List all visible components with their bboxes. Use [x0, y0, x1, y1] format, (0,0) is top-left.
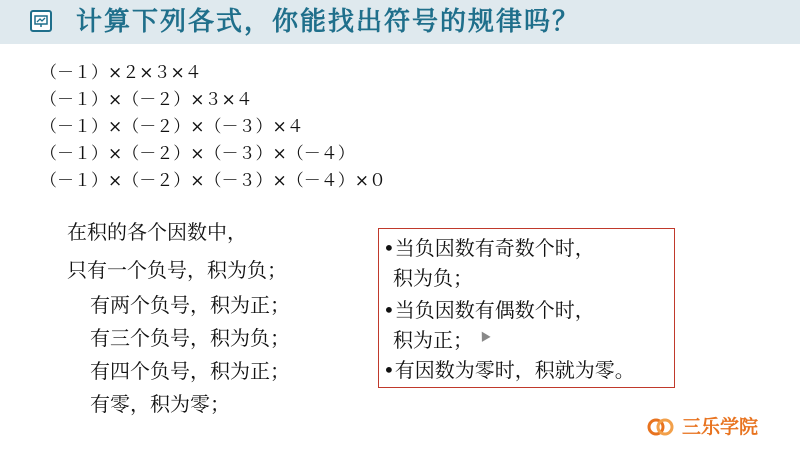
page-title: 计算下列各式，你能找出符号的规律吗？ [76, 7, 581, 37]
expression-line-1: （－１）×２×３×４ [40, 63, 202, 83]
summary-box [378, 228, 675, 388]
summary-line-zero: •有因数为零时，积就为零。 [383, 358, 635, 382]
presentation-board-icon [30, 10, 52, 32]
title-bar [0, 0, 800, 44]
brand-mark-icon [646, 413, 674, 441]
brand-name: 三乐学院 [682, 416, 759, 438]
expression-line-3: （－１）×（－２）×（－３）×４ [40, 117, 304, 137]
expression-line-2: （－１）×（－２）×３×４ [40, 90, 253, 110]
expression-line-4: （－１）×（－２）×（－３）×（－４） [40, 144, 355, 164]
summary-line-even: •当负因数有偶数个时， [383, 298, 595, 322]
rule-three-negatives: 有三个负号，积为负； [90, 326, 290, 350]
summary-line-even-result: 积为正； [393, 328, 473, 352]
rule-zero: 有零，积为零； [90, 392, 230, 416]
expression-line-5: （－１）×（－２）×（－３）×（－４）×０ [40, 171, 386, 191]
rule-four-negatives: 有四个负号，积为正； [90, 359, 290, 383]
rule-one-negative: 只有一个负号，积为负； [67, 258, 287, 282]
summary-line-odd: •当负因数有奇数个时， [383, 236, 595, 260]
rule-intro: 在积的各个因数中， [67, 220, 247, 244]
summary-line-odd-result: 积为负； [393, 266, 473, 290]
rule-two-negatives: 有两个负号，积为正； [90, 293, 290, 317]
